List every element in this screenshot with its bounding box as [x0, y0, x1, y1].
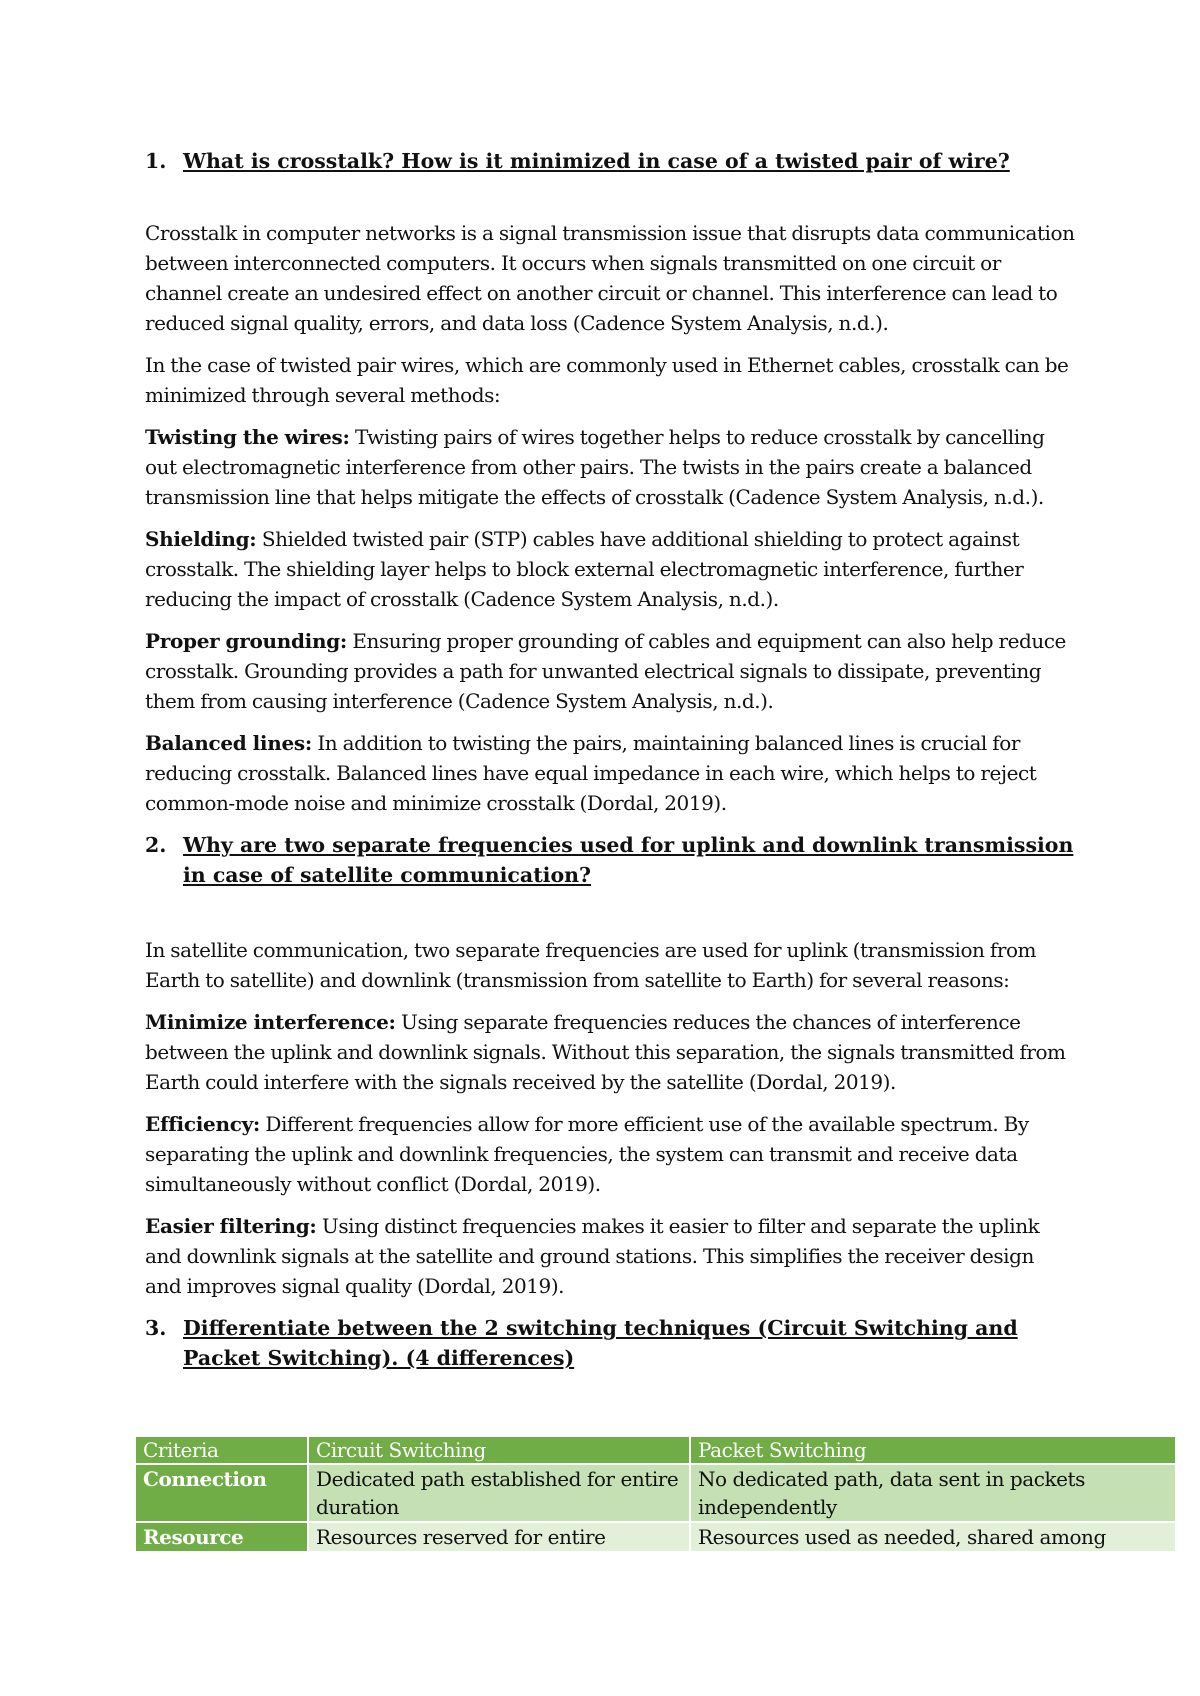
header-cell: Criteria	[136, 1437, 308, 1464]
method-item	[145, 524, 1075, 614]
paragraph: In satellite communication, two separate frequencies are used for uplink (transmission from Earth to satellite) and downlink (transmission from satellite to Earth) for several reasons:	[145, 938, 1037, 992]
method-item	[145, 422, 1075, 512]
method-text: Twisting pairs of wires together helps to reduce crosstalk by cancelling out electromagnetic interference from other pairs. The twists in the pairs create a balanced transmission line that helps mitigate the effects of crosstalk (Cadence System Analysis, n.d.).	[145, 425, 1045, 509]
reason-text: Using separate frequencies reduces the chances of interference between the uplink and downlink signals. Without this separation, the signals transmitted from Earth could interfere with the signals received by the satellite (Dordal, 2019).	[145, 1010, 1066, 1094]
question-title: Differentiate between the 2 switching techniques (Circuit Switching and Packet Switching). (4 differences)	[183, 1316, 1018, 1370]
method-term: Twisting the wires:	[145, 425, 350, 449]
question-3-heading	[145, 1313, 1075, 1373]
header-cell: Packet Switching	[690, 1437, 1176, 1464]
method-text: In addition to twisting the pairs, maintaining balanced lines is crucial for reducing crosstalk. Balanced lines have equal impedance in each wire, which helps to reject common-mode noise and minimize crosstalk (Dordal, 2019).	[145, 731, 1037, 815]
switching-comparison-table	[136, 1437, 1177, 1553]
reason-item	[145, 1109, 1075, 1199]
reason-item	[145, 1007, 1075, 1097]
method-term: Balanced lines:	[145, 731, 312, 755]
reason-term: Easier filtering:	[145, 1214, 317, 1238]
method-text: Shielded twisted pair (STP) cables have additional shielding to protect against crosstalk. The shielding layer helps to block external electromagnetic interference, further reducing the impact of crosstalk (Cadence System Analysis, n.d.).	[145, 527, 1024, 611]
question-1-heading	[145, 146, 1075, 176]
circuit-cell: Dedicated path established for entire duration	[308, 1464, 690, 1522]
question-number: 2.	[145, 833, 167, 857]
question-number: 3.	[145, 1316, 167, 1340]
criteria-cell: Resource	[136, 1522, 308, 1552]
circuit-cell: Resources reserved for entire	[308, 1522, 690, 1552]
question-title: What is crosstalk? How is it minimized in case of a twisted pair of wire?	[183, 149, 1010, 173]
reason-text: Using distinct frequencies makes it easier to filter and separate the uplink and downlink signals at the satellite and ground stations. This simplifies the receiver design and improves signal quality (Dordal, 2019).	[145, 1214, 1040, 1298]
question-2-heading	[145, 830, 1075, 890]
reason-term: Minimize interference:	[145, 1010, 396, 1034]
paragraph: In the case of twisted pair wires, which are commonly used in Ethernet cables, crosstalk can be minimized through several methods:	[145, 353, 1069, 407]
paragraph: Crosstalk in computer networks is a signal transmission issue that disrupts data communication between interconnected computers. It occurs when signals transmitted on one circuit or channel create an undesired effect on another circuit or channel. This interference can lead to reduced signal quality, errors, and data loss (Cadence System Analysis, n.d.).	[145, 221, 1075, 335]
packet-cell: No dedicated path, data sent in packets independently	[690, 1464, 1176, 1522]
document-body	[145, 146, 1075, 1373]
header-cell: Circuit Switching	[308, 1437, 690, 1464]
method-item	[145, 626, 1075, 716]
question-title: Why are two separate frequencies used for uplink and downlink transmission in case of satellite communication?	[183, 833, 1074, 887]
reason-term: Efficiency:	[145, 1112, 260, 1136]
table-row	[136, 1464, 1176, 1522]
method-term: Proper grounding:	[145, 629, 347, 653]
question-number: 1.	[145, 149, 167, 173]
reason-text: Different frequencies allow for more efficient use of the available spectrum. By separating the uplink and downlink frequencies, the system can transmit and receive data simultaneously without conflict (Dordal, 2019).	[145, 1112, 1029, 1196]
packet-cell: Resources used as needed, shared among	[690, 1522, 1176, 1552]
table-row	[136, 1522, 1176, 1552]
table-header-row	[136, 1437, 1176, 1464]
method-text: Ensuring proper grounding of cables and equipment can also help reduce crosstalk. Grounding provides a path for unwanted electrical signals to dissipate, preventing them from causing interference (Cadence System Analysis, n.d.).	[145, 629, 1066, 713]
method-item	[145, 728, 1075, 818]
reason-item	[145, 1211, 1075, 1301]
criteria-cell: Connection	[136, 1464, 308, 1522]
method-term: Shielding:	[145, 527, 257, 551]
